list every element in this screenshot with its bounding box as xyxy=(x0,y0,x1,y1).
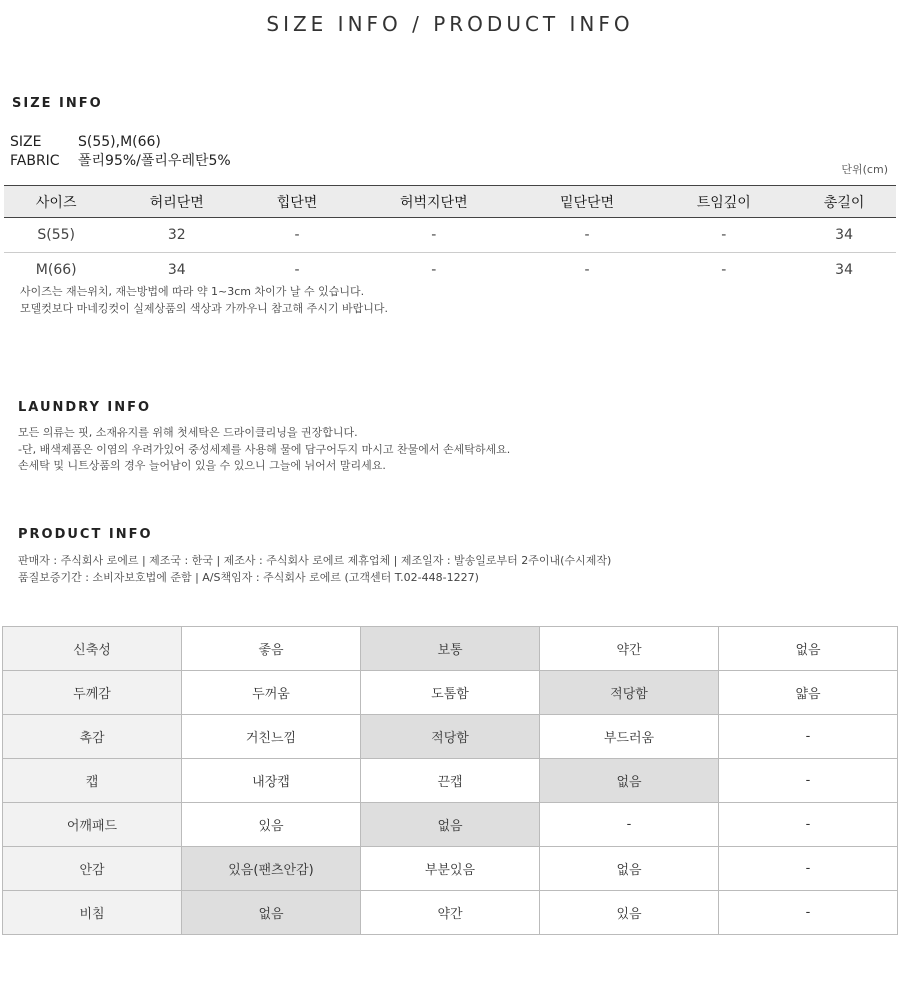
size-key: SIZE xyxy=(10,134,42,150)
size-table-header: 허벅지단면 xyxy=(349,186,519,218)
feel-option: 있음(팬츠안감) xyxy=(182,847,361,891)
size-table-cell: 32 xyxy=(108,218,245,253)
laundry-notes xyxy=(18,425,510,475)
size-note-line: 사이즈는 재는위치, 재는방법에 따라 약 1~3cm 차이가 날 수 있습니다. xyxy=(20,285,365,298)
feel-label: 캡 xyxy=(3,759,182,803)
feel-option: 적당함 xyxy=(361,715,540,759)
size-table-cell: - xyxy=(245,218,349,253)
feel-option: 좋음 xyxy=(182,627,361,671)
feel-option: 없음 xyxy=(540,759,719,803)
size-table-cell: - xyxy=(584,262,590,278)
feel-label: 신축성 xyxy=(3,627,182,671)
feel-option: 없음 xyxy=(540,847,719,891)
size-table-cell: - xyxy=(721,262,727,278)
size-note-line: 모델컷보다 마네킹컷이 실제상품의 색상과 가까우니 참고해 주시기 바랍니다. xyxy=(20,301,389,315)
feel-row xyxy=(3,891,898,935)
feel-option: 있음 xyxy=(182,803,361,847)
fabric-spec-line xyxy=(10,150,231,170)
feel-option: 부분있음 xyxy=(361,847,540,891)
size-table-header: 총길이 xyxy=(792,186,896,218)
feel-option: - xyxy=(719,891,898,935)
feel-option: 없음 xyxy=(719,627,898,671)
feel-option: - xyxy=(719,715,898,759)
feel-row xyxy=(3,715,898,759)
unit-note: 단위(cm) xyxy=(841,163,888,176)
feel-option: - xyxy=(540,803,719,847)
feel-option: 내장캡 xyxy=(182,759,361,803)
size-table-cell: - xyxy=(431,262,437,278)
feel-option: 있음 xyxy=(540,891,719,935)
size-info-heading: SIZE INFO xyxy=(12,96,103,111)
feel-label: 어깨패드 xyxy=(3,803,182,847)
feel-option: 적당함 xyxy=(540,671,719,715)
size-table-header: 힙단면 xyxy=(245,186,349,218)
feel-option: 부드러움 xyxy=(540,715,719,759)
feel-row xyxy=(3,847,898,891)
size-value: S(55),M(66) xyxy=(78,134,161,150)
size-table-header: 밑단단면 xyxy=(519,186,656,218)
feel-option: 약간 xyxy=(361,891,540,935)
size-table-cell: 34 xyxy=(835,262,853,278)
feel-row xyxy=(3,671,898,715)
size-table-row xyxy=(4,253,896,288)
feel-option: - xyxy=(719,759,898,803)
feel-option: 거친느낌 xyxy=(182,715,361,759)
laundry-note-line: 손세탁 및 니트상품의 경우 늘어남이 있을 수 있으니 그늘에 뉘어서 말리세요. xyxy=(18,459,386,472)
size-table-cell: - xyxy=(519,218,656,253)
fabric-feel-table xyxy=(2,626,898,935)
feel-label: 촉감 xyxy=(3,715,182,759)
size-table-cell: - xyxy=(294,262,300,278)
feel-label: 두께감 xyxy=(3,671,182,715)
feel-row xyxy=(3,759,898,803)
feel-option: 약간 xyxy=(540,627,719,671)
feel-label: 안감 xyxy=(3,847,182,891)
feel-label: 비침 xyxy=(3,891,182,935)
page-title: SIZE INFO / PRODUCT INFO xyxy=(266,12,634,36)
size-table xyxy=(4,185,896,287)
product-note-line: 판매자 : 주식회사 로에르 | 제조국 : 한국 | 제조사 : 주식회사 로에르 제휴업체 | 제조일자 : 발송일로부터 2주이내(수시제작) xyxy=(18,554,612,567)
size-table-header: 허리단면 xyxy=(108,186,245,218)
size-notes xyxy=(20,284,388,317)
size-table-cell: - xyxy=(655,218,792,253)
size-table-cell: S(55) xyxy=(4,218,108,253)
feel-option: 없음 xyxy=(182,891,361,935)
size-table-header: 사이즈 xyxy=(4,186,108,218)
size-table-header-row xyxy=(4,186,896,218)
product-note-line: 품질보증기간 : 소비자보호법에 준함 | A/S책임자 : 주식회사 로에르 (고객센터 T.02-448-1227) xyxy=(18,570,479,584)
feel-option: 두꺼움 xyxy=(182,671,361,715)
laundry-note-line: -단, 배색제품은 이염의 우려가있어 중성세제를 사용해 물에 담구어두지 마시고 찬물에서 손세탁하세요. xyxy=(18,442,511,456)
feel-option: 보통 xyxy=(361,627,540,671)
laundry-info-heading: LAUNDRY INFO xyxy=(18,400,152,415)
feel-option: 얇음 xyxy=(719,671,898,715)
feel-row xyxy=(3,627,898,671)
product-info-heading: PRODUCT INFO xyxy=(18,527,153,542)
feel-option: - xyxy=(719,803,898,847)
feel-option: 없음 xyxy=(361,803,540,847)
laundry-note-line: 모든 의류는 핏, 소재유지를 위해 첫세탁은 드라이클리닝을 권장합니다. xyxy=(18,426,358,439)
size-table-row xyxy=(4,218,896,253)
feel-option: - xyxy=(719,847,898,891)
size-table-cell: M(66) xyxy=(35,262,77,278)
fabric-key: FABRIC xyxy=(10,153,60,169)
size-table-header: 트임깊이 xyxy=(655,186,792,218)
fabric-value: 폴리95%/폴리우레탄5% xyxy=(78,153,231,169)
feel-option: 끈캡 xyxy=(361,759,540,803)
size-table-cell: 34 xyxy=(167,262,186,278)
feel-option: 도톰함 xyxy=(361,671,540,715)
size-table-cell: - xyxy=(349,218,519,253)
feel-row xyxy=(3,803,898,847)
size-spec-line xyxy=(10,134,161,150)
product-notes xyxy=(18,553,611,586)
size-table-cell: 34 xyxy=(792,218,896,253)
